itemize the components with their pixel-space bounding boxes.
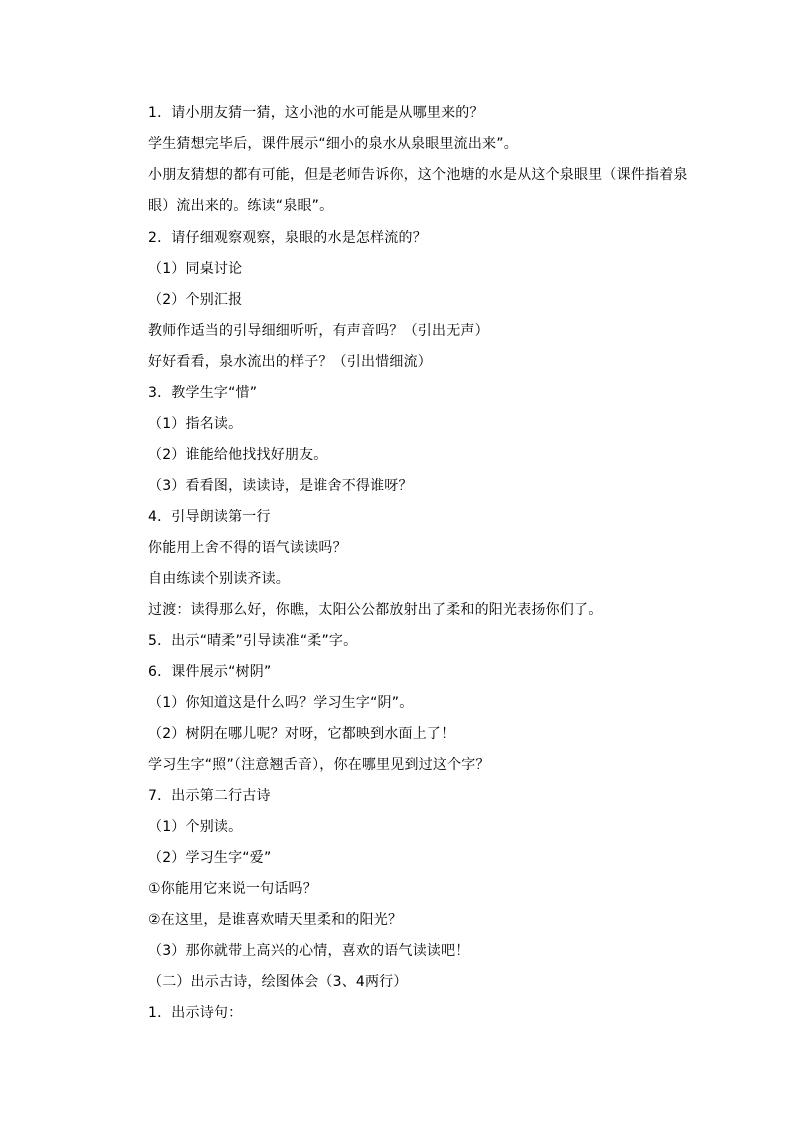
paragraph: 好好看看，泉水流出的样子？（引出惜细流） [148,354,432,370]
paragraph: （1）你知道这是什么吗？学习生字“阴”。 [148,695,414,711]
paragraph: （1）个别读。 [148,819,243,835]
paragraph: （2）学习生字“爱” [148,850,272,866]
paragraph: 5．出示“晴柔”引导读准“柔”字。 [148,633,358,649]
paragraph: （3）那你就带上高兴的心情，喜欢的语气读读吧！ [148,943,470,959]
paragraph: 4．引导朗读第一行 [148,509,271,525]
paragraph-text: 小朋友猜想的都有可能，但是老师告诉你，这个池塘的水是从这个泉眼里（课件指着泉眼）流出来的。练读“泉眼”。 [148,167,688,214]
paragraph: 你能用上舍不得的语气读读吗？ [148,540,347,556]
paragraph: （1）指名读。 [148,416,243,432]
paragraph: 学生猜想完毕后，课件展示“细小的泉水从泉眼里流出来”。 [148,136,518,152]
paragraph: （1）同桌讨论 [148,261,243,277]
paragraph: 学习生字“照”（注意翘舌音），你在哪里见到过这个字？ [148,757,490,773]
paragraph: 6．课件展示“树阴” [148,664,272,680]
paragraph: 自由练读个别读齐读。 [148,571,290,587]
paragraph: 过渡：读得那么好，你瞧，太阳公公都放射出了柔和的阳光表扬你们了。 [148,602,603,618]
paragraph: （2）个别汇报 [148,292,243,308]
paragraph: ②在这里，是谁喜欢晴天里柔和的阳光？ [148,912,403,928]
paragraph: 7．出示第二行古诗 [148,788,271,804]
paragraph: 教师作适当的引导细细听听，有声音吗？（引出无声） [148,323,489,339]
paragraph: （3）看看图，读读诗，是谁舍不得谁呀？ [148,478,413,494]
paragraph: 3．教学生字“惜” [148,385,258,401]
paragraph: 2．请仔细观察观察，泉眼的水是怎样流的？ [148,230,427,246]
paragraph: （2）谁能给他找找好朋友。 [148,447,328,463]
paragraph: （二）出示古诗，绘图体会（3、4两行） [148,974,408,990]
paragraph: 1．出示诗句： [148,1005,243,1021]
paragraph: （2）树阴在哪儿呢？对呀，它都映到水面上了！ [148,726,456,742]
paragraph: 1．请小朋友猜一猜，这小池的水可能是从哪里来的？ [148,105,484,121]
paragraph: ①你能用它来说一句话吗？ [148,881,317,897]
paragraph [120,160,690,222]
